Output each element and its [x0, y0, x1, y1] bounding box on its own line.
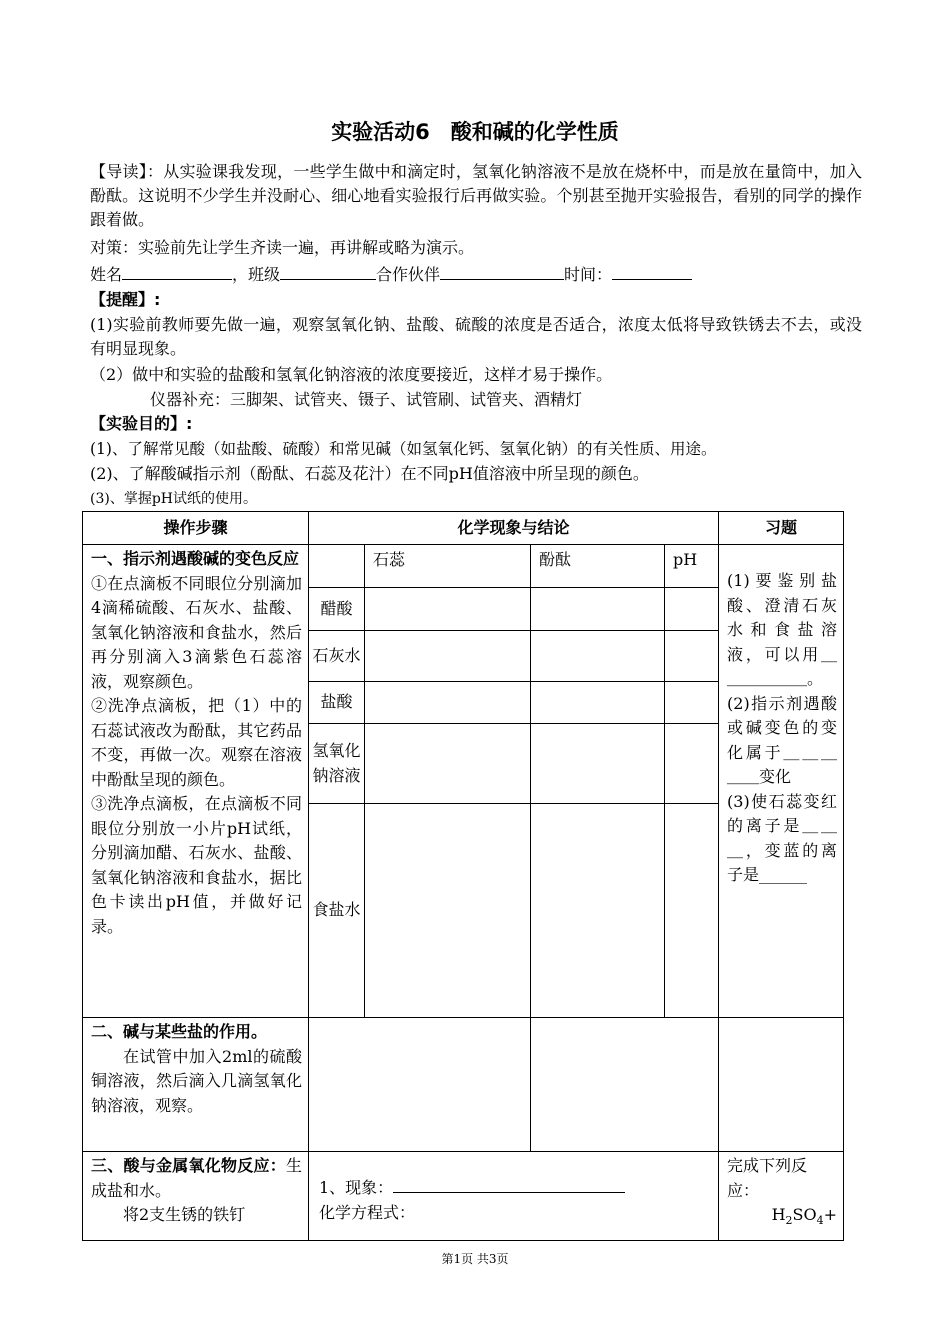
section3-equation-label: 化学方程式：: [319, 1202, 416, 1222]
formula-plus: +: [823, 1205, 838, 1224]
row-label-acetic: 醋酸: [309, 588, 365, 631]
row-label-naoh: 氢氧化钠溶液: [309, 724, 365, 804]
section2-text: 在试管中加入2ml的硫酸铜溶液，然后滴入几滴氢氧化钠溶液，观察。: [91, 1046, 302, 1115]
header-steps: 操作步骤: [83, 512, 309, 545]
formula-h: H: [771, 1205, 786, 1224]
section3-phenomenon-label: 1、现象：: [319, 1178, 394, 1197]
purpose-label: 【实验目的】:: [90, 414, 193, 433]
section3-phenomena: [309, 1152, 719, 1241]
section3-phenomenon-blank[interactable]: [393, 1176, 625, 1193]
cell-acetic-phenol[interactable]: [531, 588, 665, 631]
header-phenomena: 化学现象与结论: [309, 512, 719, 545]
cell-salt-phenol[interactable]: [531, 804, 665, 1018]
name-blank[interactable]: [122, 261, 232, 280]
cell-acetic-litmus[interactable]: [365, 588, 531, 631]
student-info-form: [90, 261, 862, 287]
cell-naoh-ph[interactable]: [665, 724, 719, 804]
section3-title: 三、酸与金属氧化物反应：: [91, 1156, 286, 1175]
exercise-q1: (1)要鉴别盐酸、澄清石灰水和食盐溶液，可以用＿＿＿＿＿＿。: [727, 571, 838, 688]
class-label: ，班级: [232, 265, 281, 284]
row-label-salt-water: 食盐水: [309, 804, 365, 1018]
time-label: 时间：: [564, 265, 613, 284]
reminder-label: 【提醒】:: [90, 290, 161, 309]
reminder-2: （2）做中和实验的盐酸和氢氧化钠溶液的浓度要接近，这样才易于操作。: [90, 365, 613, 384]
purpose-3: (3)、掌握pH试纸的使用。: [90, 491, 258, 507]
guide-paragraph: [90, 160, 862, 232]
cell-limewater-litmus[interactable]: [365, 631, 531, 682]
time-blank[interactable]: [612, 261, 692, 280]
strategy-line: 对策：实验前先让学生齐读一遍，再讲解或略为演示。: [90, 238, 475, 257]
class-blank[interactable]: [280, 261, 376, 280]
page-footer: 第1页 共3页: [441, 1252, 509, 1266]
row-label-hcl: 盐酸: [309, 682, 365, 724]
partner-label: 合作伙伴: [376, 265, 441, 284]
subheader-litmus: 石蕊: [365, 545, 531, 588]
guide-text: ：从实验课我发现，一些学生做中和滴定时，氢氧化钠溶液不是放在烧杯中，而是放在量筒中，加入酚酞。这说明不少学生并没耐心、细心地看实验报行后再做实验。个别甚至抛开实验报告，看别的同学的操作跟着做。: [90, 162, 862, 229]
partner-blank[interactable]: [440, 261, 564, 280]
corner-cell: [309, 545, 365, 588]
section3-steps: [83, 1152, 309, 1241]
formula-sub-2: 2: [785, 1214, 793, 1228]
section3-title-tail: 生成盐和水。: [91, 1156, 302, 1200]
section2-exercises: [719, 1018, 844, 1152]
cell-salt-litmus[interactable]: [365, 804, 531, 1018]
purpose-1: (1)、了解常见酸（如盐酸、硫酸）和常见碱（如氢氧化钙、氢氧化钠）的有关性质、用途。: [90, 440, 717, 458]
formula-so: SO: [792, 1205, 817, 1224]
page-title: 实验活动6 酸和碱的化学性质: [331, 120, 619, 144]
cell-hcl-phenol[interactable]: [531, 682, 665, 724]
section1-step2: ②洗净点滴板，把（1）中的石蕊试液改为酚酞，其它药品不变，再做一次。观察在溶液中酚酞呈现的颜色。: [91, 696, 302, 789]
section2-phenomena-right[interactable]: [531, 1018, 719, 1152]
cell-salt-ph[interactable]: [665, 804, 719, 1018]
section2-steps: [83, 1018, 309, 1152]
exercise-q3: (3)使石蕊变红的离子是＿＿＿，变蓝的离子是______: [727, 791, 838, 884]
subheader-phenolphthalein: 酚酞: [531, 545, 665, 588]
cell-naoh-phenol[interactable]: [531, 724, 665, 804]
section3-exercises: [719, 1152, 844, 1241]
instrument-supplement: 仪器补充：三脚架、试管夹、镊子、试管刷、试管夹、酒精灯: [150, 390, 583, 409]
section1-exercises: [719, 545, 844, 1018]
section3-exercise-prompt: 完成下列反应：: [727, 1156, 808, 1200]
experiment-table: [82, 511, 844, 1241]
cell-hcl-litmus[interactable]: [365, 682, 531, 724]
subheader-ph: pH: [665, 545, 719, 588]
header-exercises: 习题: [719, 512, 844, 545]
purpose-2: (2)、了解酸碱指示剂（酚酞、石蕊及花汁）在不同pH值溶液中所呈现的颜色。: [90, 464, 649, 483]
section3-text: 将2支生锈的铁钉: [123, 1205, 246, 1224]
cell-limewater-ph[interactable]: [665, 631, 719, 682]
row-label-limewater: 石灰水: [309, 631, 365, 682]
section2-phenomena-left[interactable]: [309, 1018, 531, 1152]
cell-limewater-phenol[interactable]: [531, 631, 665, 682]
section1-title: 一、指示剂遇酸碱的变色反应: [91, 549, 300, 568]
reminder-1: (1)实验前教师要先做一遍，观察氢氧化钠、盐酸、硫酸的浓度是否适合，浓度太低将导致铁锈去不去，或没有明显现象。: [90, 315, 862, 358]
exercise-q2: (2)指示剂遇酸或碱变色的变化属于＿＿＿＿＿变化: [727, 693, 838, 786]
section3-formula: [727, 1203, 837, 1234]
name-label: 姓名: [90, 265, 123, 284]
section1-step3: ③洗净点滴板，在点滴板不同眼位分别放一小片pH试纸，分别滴加醋、石灰水、盐酸、氢氧化钠溶液和食盐水，据比色卡读出pH值，并做好记录。: [91, 794, 302, 936]
cell-naoh-litmus[interactable]: [365, 724, 531, 804]
guide-label: 【导读】: [90, 162, 148, 181]
formula-sub-4: 4: [816, 1214, 824, 1228]
cell-acetic-ph[interactable]: [665, 588, 719, 631]
section1-step1: ①在点滴板不同眼位分别滴加4滴稀硫酸、石灰水、盐酸、氢氧化钠溶液和食盐水，然后再分别滴入3滴紫色石蕊溶液，观察颜色。: [91, 573, 302, 691]
cell-hcl-ph[interactable]: [665, 682, 719, 724]
section1-steps: [83, 545, 309, 1018]
section2-title: 二、碱与某些盐的作用。: [91, 1022, 268, 1041]
